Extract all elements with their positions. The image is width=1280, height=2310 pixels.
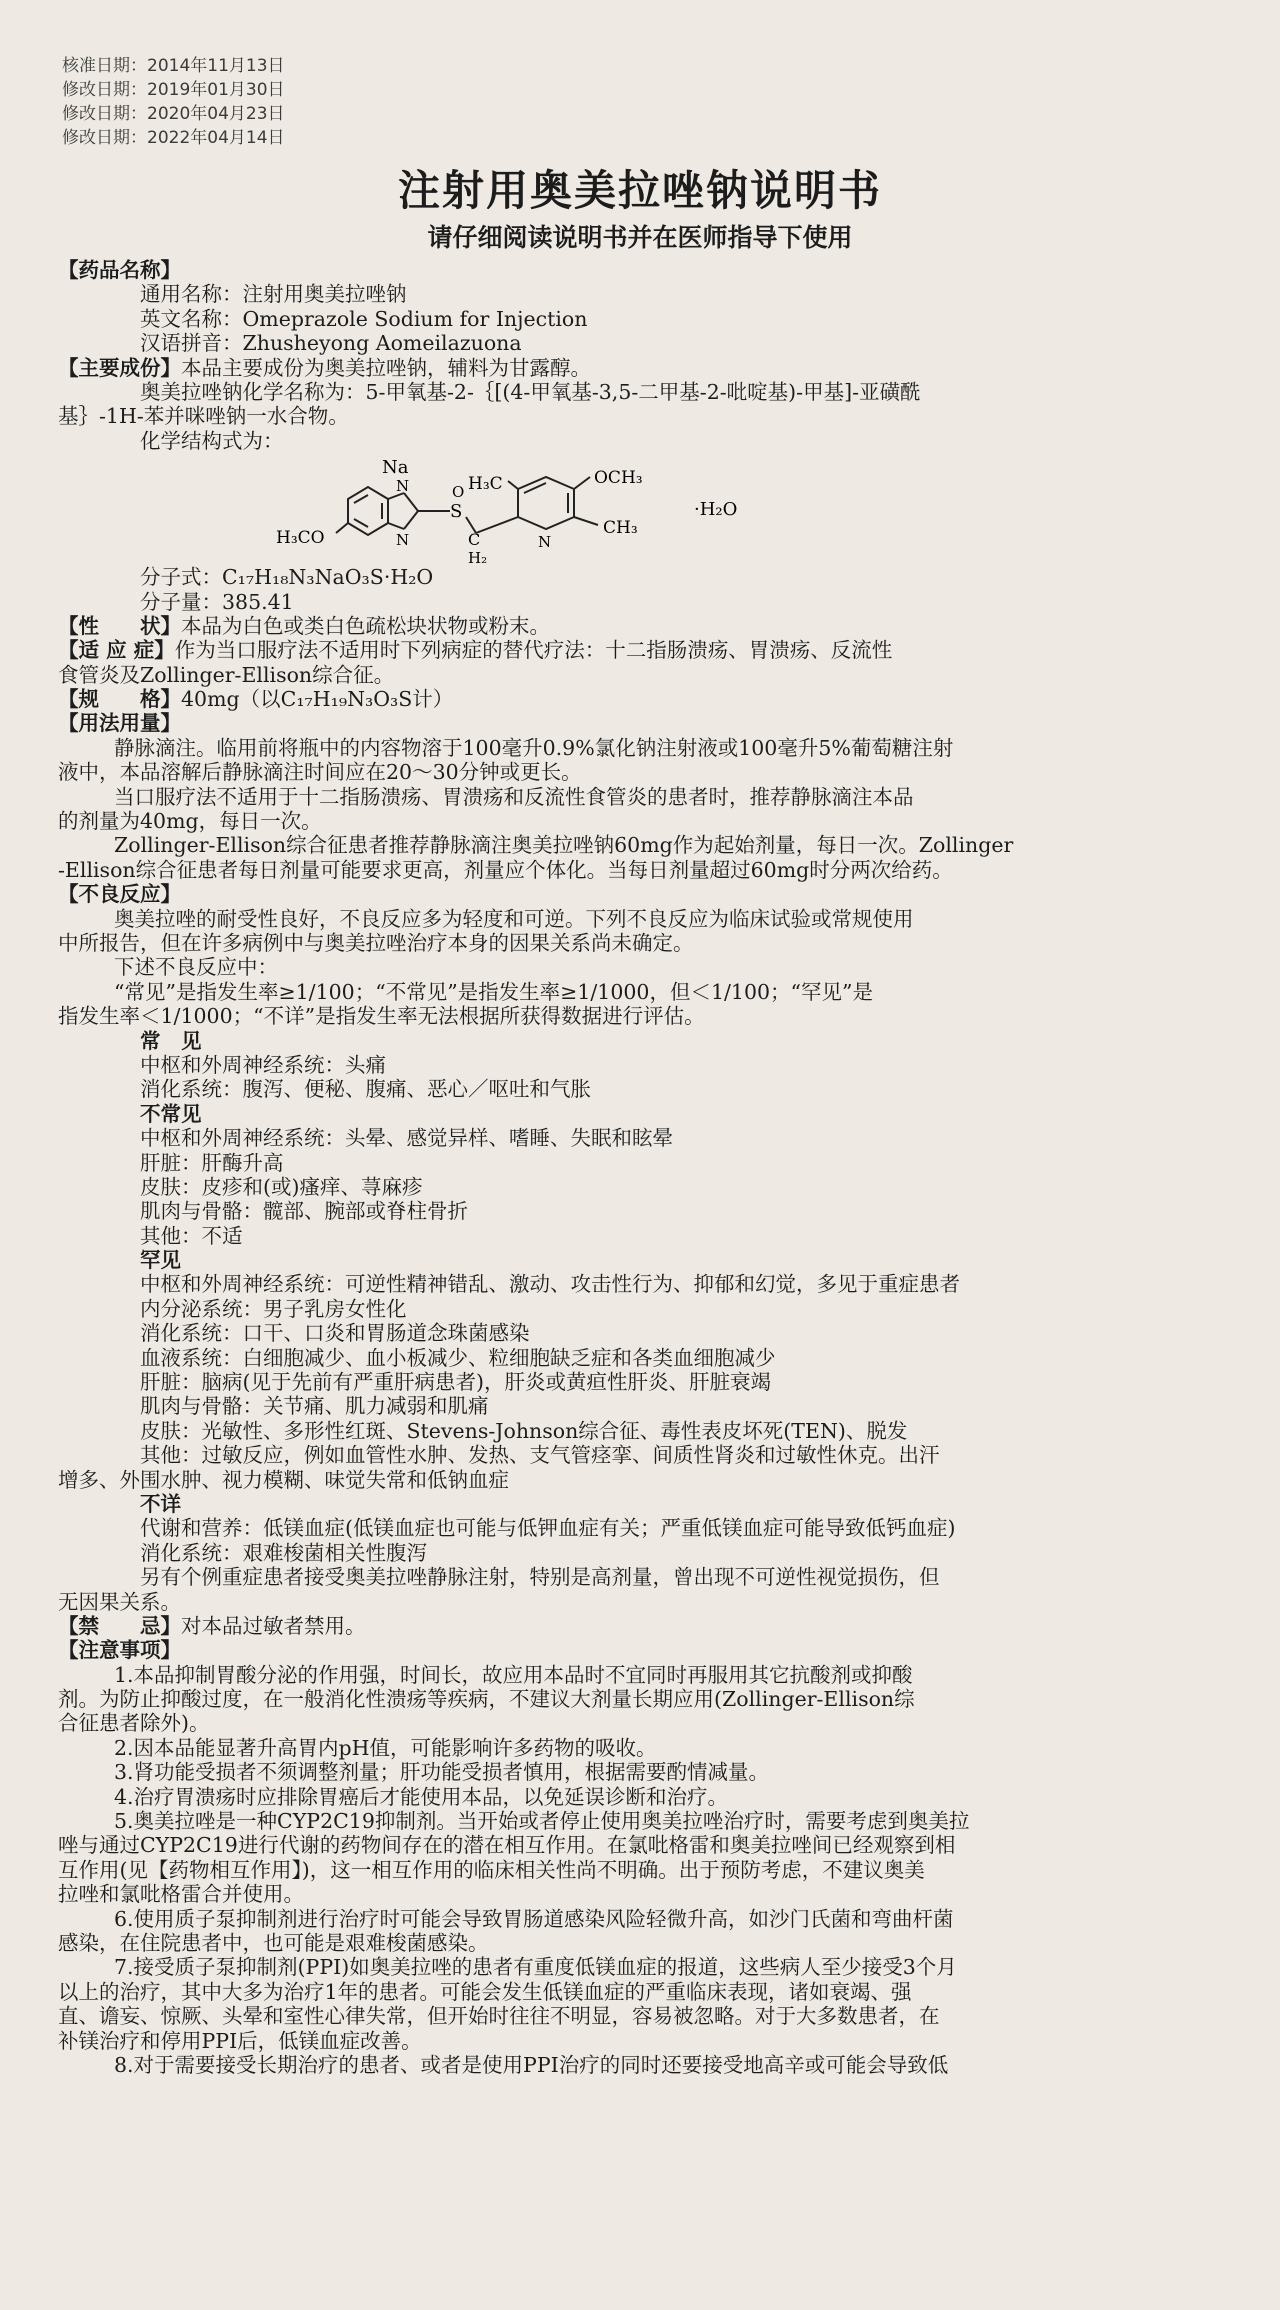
revision-date: 修改日期：2022年04月14日 [62, 128, 285, 148]
adverse-intro: 奥美拉唑的耐受性良好，不良反应多为轻度和可逆。下列不良反应为临床试验或常规使用 [114, 906, 914, 931]
section-heading-indications: 【适 应 症】 [58, 638, 175, 663]
chemical-structure [58, 453, 1208, 565]
english-name: 英文名称：Omeprazole Sodium for Injection [140, 306, 588, 331]
adverse-item: 肌肉与骨骼：髋部、腕部或脊柱骨折 [140, 1199, 468, 1224]
document-body [58, 258, 1208, 2077]
hydrate-label: ·H₂O [694, 499, 738, 521]
adverse-intro: 指发生率＜1/1000；“不详”是指发生率无法根据所获得数据进行评估。 [58, 1004, 705, 1029]
section-heading-contraindications: 【禁 忌】 [58, 1613, 181, 1638]
chemical-name-line: 奥美拉唑钠化学名称为：5-甲氧基-2-｛[(4-甲氧基-3,5-二甲基-2-吡啶基)-甲基]-亚磺酰 [140, 379, 921, 404]
adverse-intro: 下述不良反应中： [114, 955, 278, 980]
ring-n-label: N [396, 477, 410, 496]
precaution-line: 1.本品抑制胃酸分泌的作用强，时间长，故应用本品时不宜同时再服用其它抗酸剂或抑酸 [114, 1662, 913, 1687]
frequency-heading-unknown: 不详 [140, 1491, 181, 1516]
frequency-heading-common: 常 见 [140, 1028, 202, 1053]
section-heading-ingredients: 【主要成份】 [58, 355, 181, 380]
adverse-item: 中枢和外周神经系统：头痛 [140, 1052, 386, 1077]
adverse-item: 消化系统：艰难梭菌相关性腹泻 [140, 1540, 427, 1565]
adverse-item: 肌肉与骨骼：关节痛、肌力减弱和肌痛 [140, 1394, 489, 1419]
adverse-item: 肝脏：脑病(见于先前有严重肝病患者)，肝炎或黄疸性肝炎、肝脏衰竭 [140, 1370, 771, 1395]
document-subtitle: 请仔细阅读说明书并在医师指导下使用 [427, 223, 853, 252]
precaution-line: 3.肾功能受损者不须调整剂量；肝功能受损者慎用，根据需要酌情减量。 [114, 1760, 770, 1785]
adverse-item: 内分泌系统：男子乳房女性化 [140, 1296, 407, 1321]
methoxy-right-label: OCH₃ [594, 468, 643, 489]
section-heading-spec: 【规 格】 [58, 687, 181, 712]
structure-diagram [58, 453, 858, 565]
chemical-name-line: 基｝-1H-苯并咪唑钠一水合物。 [58, 404, 349, 429]
adverse-note: 无因果关系。 [58, 1589, 181, 1614]
ring-n-label: N [396, 531, 410, 550]
methyl-right-label: CH₃ [603, 518, 638, 539]
sulfur-label: S [450, 501, 463, 523]
adverse-item: 其他：不适 [140, 1223, 243, 1248]
precaution-line: 4.治疗胃溃疡时应排除胃癌后才能使用本品，以免延误诊断和治疗。 [114, 1784, 729, 1809]
adverse-item: 皮肤：皮疹和(或)瘙痒、荨麻疹 [140, 1174, 423, 1199]
revision-date: 修改日期：2019年01月30日 [62, 80, 285, 100]
section-heading-precautions: 【注意事项】 [58, 1638, 181, 1663]
precaution-line: 合征患者除外)。 [58, 1711, 210, 1736]
precaution-line: 剂。为防止抑酸过度，在一般消化性溃疡等疾病，不建议大剂量长期应用(Zollinger-Ellison综 [58, 1687, 915, 1712]
adverse-intro: 中所报告，但在许多病例中与奥美拉唑治疗本身的因果关系尚未确定。 [58, 930, 694, 955]
adverse-item: 消化系统：腹泻、便秘、腹痛、恶心／呕吐和气胀 [140, 1077, 591, 1102]
dosage-line: 液中，本品溶解后静脉滴注时间应在20～30分钟或更长。 [58, 760, 582, 785]
adverse-item: 代谢和营养：低镁血症(低镁血症也可能与低钾血症有关；严重低镁血症可能导致低钙血症) [140, 1516, 956, 1541]
precaution-line: 补镁治疗和停用PPI后，低镁血症改善。 [58, 2028, 422, 2053]
sodium-label: Na [382, 457, 409, 479]
dosage-line: -Ellison综合征患者每日剂量可能要求更高，剂量应个体化。当每日剂量超过60mg时分两次给药。 [58, 857, 953, 882]
adverse-item: 皮肤：光敏性、多形性红斑、Stevens-Johnson综合征、毒性表皮坏死(TEN)、脱发 [140, 1418, 908, 1443]
methyl-top-label: H₃C [468, 474, 503, 495]
revision-date: 核准日期：2014年11月13日 [62, 56, 285, 76]
adverse-item: 消化系统：口干、口炎和胃肠道念珠菌感染 [140, 1321, 530, 1346]
dosage-line: 静脉滴注。临用前将瓶中的内容物溶于100毫升0.9%氯化钠注射液或100毫升5%葡萄糖注射 [114, 735, 954, 760]
precaution-line: 5.奥美拉唑是一种CYP2C19抑制剂。当开始或者停止使用奥美拉唑治疗时，需要考虑到奥美拉 [114, 1809, 970, 1834]
adverse-item: 中枢和外周神经系统：可逆性精神错乱、激动、攻击性行为、抑郁和幻觉，多见于重症患者 [140, 1272, 960, 1297]
contraindications-text: 对本品过敏者禁用。 [181, 1613, 366, 1638]
methylene-h-label: H₂ [468, 549, 488, 566]
oxygen-label: O [452, 483, 465, 502]
spec-text: 40mg（以C₁₇H₁₉N₃O₃S计） [181, 687, 454, 712]
precaution-line: 直、谵妄、惊厥、头晕和室性心律失常，但开始时往往不明显，容易被忽略。对于大多数患者，在 [58, 2004, 940, 2029]
precaution-line: 6.使用质子泵抑制剂进行治疗时可能会导致胃肠道感染风险轻微升高，如沙门氏菌和弯曲杆菌 [114, 1906, 954, 1931]
adverse-item: 血液系统：白细胞减少、血小板减少、粒细胞缺乏症和各类血细胞减少 [140, 1345, 776, 1370]
adverse-item: 增多、外围水肿、视力模糊、味觉失常和低钠血症 [58, 1467, 509, 1492]
dosage-line: Zollinger-Ellison综合征患者推荐静脉滴注奥美拉唑钠60mg作为起始剂量，每日一次。Zollinger [114, 833, 1014, 858]
adverse-item: 中枢和外周神经系统：头晕、感觉异样、嗜睡、失眠和眩晕 [140, 1126, 673, 1151]
indications-text: 作为当口服疗法不适用时下列病症的替代疗法：十二指肠溃疡、胃溃疡、反流性 [174, 638, 893, 663]
precaution-line: 7.接受质子泵抑制剂(PPI)如奥美拉唑的患者有重度低镁血症的报道，这些病人至少接受3个月 [114, 1955, 957, 1980]
ingredients-text: 本品主要成份为奥美拉唑钠，辅料为甘露醇。 [181, 355, 591, 380]
adverse-item: 肝脏：肝酶升高 [140, 1150, 284, 1175]
adverse-item: 其他：过敏反应，例如血管性水肿、发热、支气管痉挛、间质性肾炎和过敏性休克。出汗 [140, 1443, 940, 1468]
section-heading-drug-name: 【药品名称】 [58, 258, 181, 282]
molecular-weight: 分子量：385.41 [140, 589, 294, 614]
structure-label: 化学结构式为： [140, 428, 284, 453]
revision-dates [62, 54, 285, 150]
adverse-intro: “常见”是指发生率≥1/100；“不常见”是指发生率≥1/1000，但＜1/100；“罕见”是 [114, 979, 874, 1004]
indications-text: 食管炎及Zollinger-Ellison综合征。 [58, 662, 395, 687]
precaution-line: 互作用(见【药物相互作用】)，这一相互作用的临床相关性尚不明确。出于预防考虑，不建议奥美 [58, 1857, 925, 1882]
precaution-line: 2.因本品能显著升高胃内pH值，可能影响许多药物的吸收。 [114, 1735, 657, 1760]
adverse-note: 另有个例重症患者接受奥美拉唑静脉注射，特别是高剂量，曾出现不可逆性视觉损伤，但 [140, 1565, 940, 1590]
frequency-heading-rare: 罕见 [140, 1248, 181, 1273]
pyridine-n-label: N [538, 533, 552, 552]
section-heading-adverse: 【不良反应】 [58, 882, 181, 907]
precaution-line: 以上的治疗，其中大多为治疗1年的患者。可能会发生低镁血症的严重临床表现，诸如衰竭、强 [58, 1979, 912, 2004]
precaution-line: 唑与通过CYP2C19进行代谢的药物间存在的潜在相互作用。在氯吡格雷和奥美拉唑间已经观察到相 [58, 1833, 956, 1858]
precaution-line: 感染，在住院患者中，也可能是艰难梭菌感染。 [58, 1931, 489, 1955]
methylene-label: C [468, 530, 481, 550]
document-title: 注射用奥美拉唑钠说明书 [397, 166, 882, 215]
precaution-line: 拉唑和氯吡格雷合并使用。 [58, 1882, 304, 1907]
generic-name: 通用名称：注射用奥美拉唑钠 [140, 282, 407, 307]
frequency-heading-uncommon: 不常见 [140, 1101, 202, 1126]
revision-date: 修改日期：2020年04月23日 [62, 104, 285, 124]
precaution-line: 8.对于需要接受长期治疗的患者、或者是使用PPI治疗的同时还要接受地高辛或可能会导致低 [114, 2052, 949, 2077]
methoxy-left-label: H₃CO [276, 528, 325, 549]
molecular-formula: 分子式：C₁₇H₁₈N₃NaO₃S·H₂O [140, 565, 434, 590]
dosage-line: 当口服疗法不适用于十二指肠溃疡、胃溃疡和反流性食管炎的患者时，推荐静脉滴注本品 [114, 784, 914, 809]
section-heading-dosage: 【用法用量】 [58, 711, 181, 736]
pinyin-name: 汉语拼音：Zhusheyong Aomeilazuona [140, 331, 522, 356]
dosage-line: 的剂量为40mg，每日一次。 [58, 809, 322, 834]
section-heading-properties: 【性 状】 [58, 613, 181, 638]
properties-text: 本品为白色或类白色疏松块状物或粉末。 [181, 613, 550, 638]
